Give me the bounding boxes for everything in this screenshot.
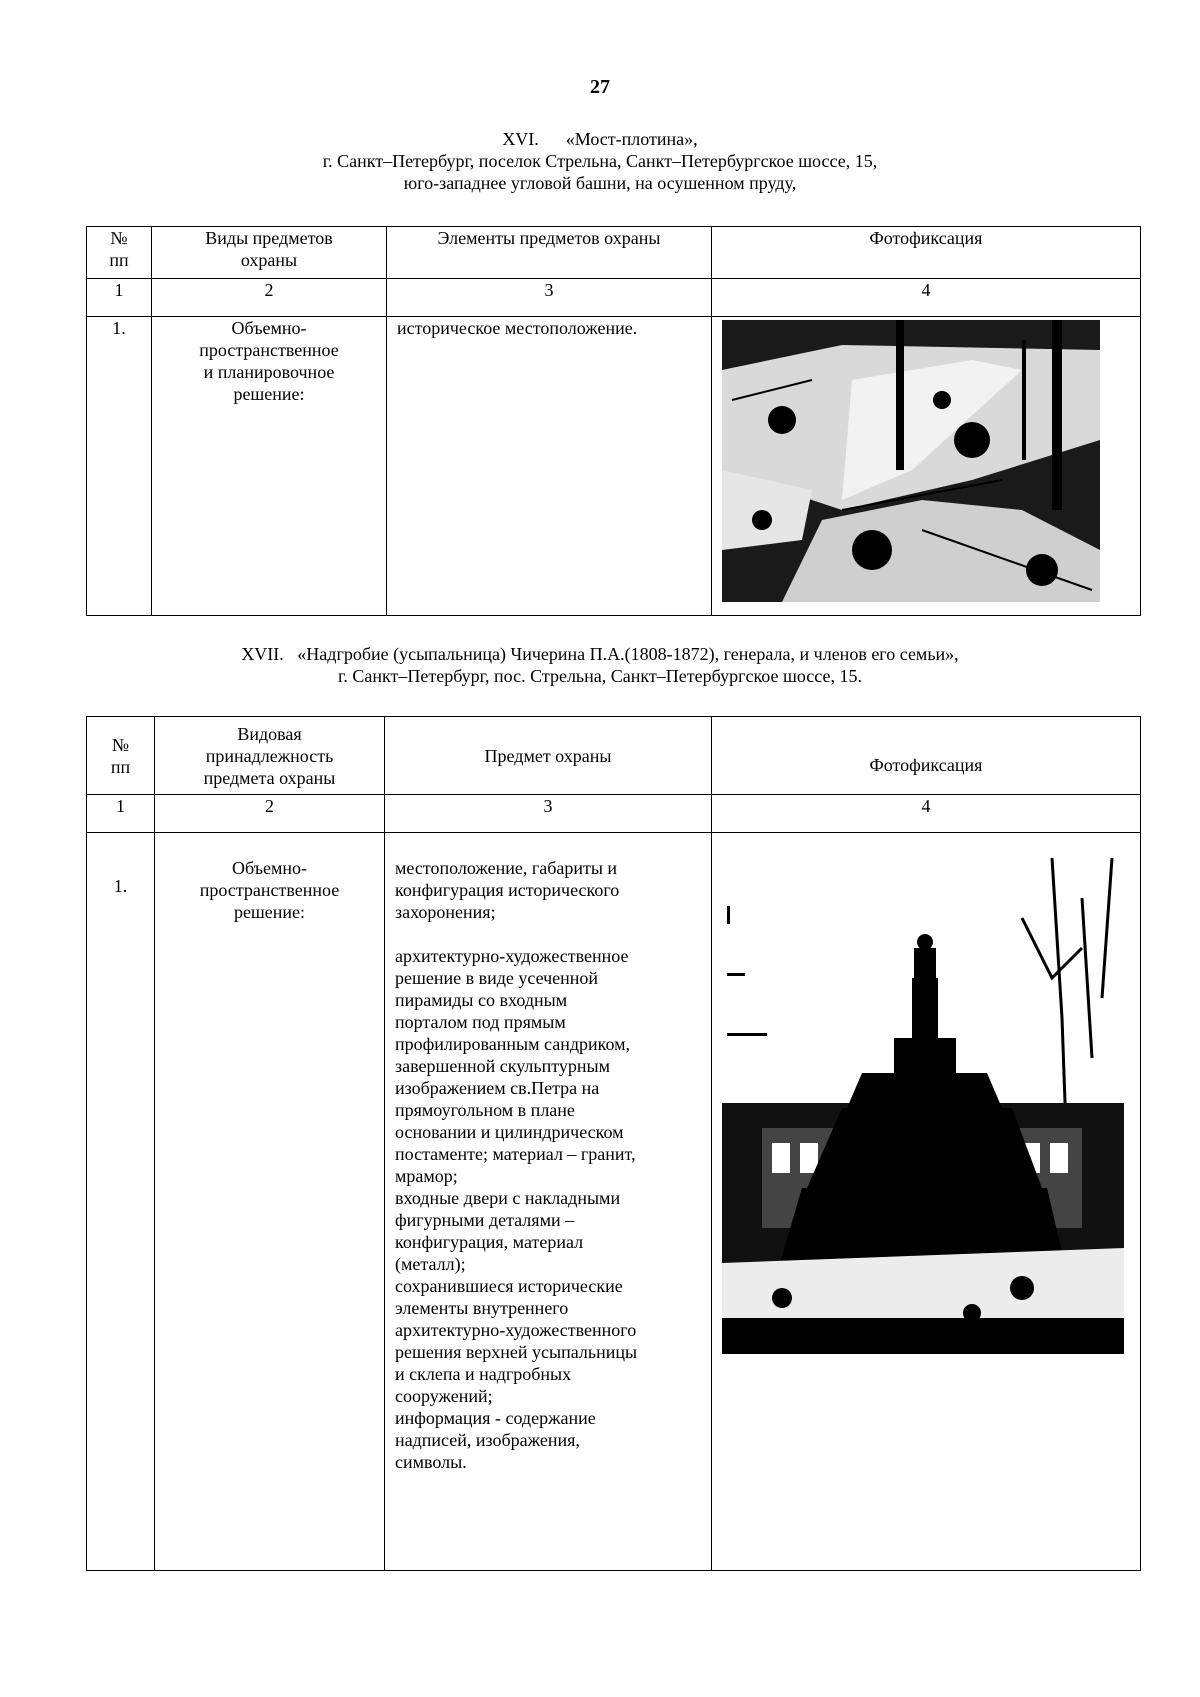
row-number: 1. xyxy=(87,317,152,616)
section-xvii-heading xyxy=(0,643,1200,687)
column-number: 2 xyxy=(152,279,387,317)
header-types: Виды предметов охраны xyxy=(152,227,387,279)
header-photo: Фотофиксация xyxy=(712,717,1141,795)
header-photo: Фотофиксация xyxy=(712,227,1141,279)
column-number: 2 xyxy=(155,795,385,833)
header-kind: Видовая принадлежность предмета охраны xyxy=(155,717,385,795)
column-number: 4 xyxy=(712,279,1141,317)
header-elements: Элементы предметов охраны xyxy=(387,227,712,279)
header-number: № пп xyxy=(87,227,152,279)
page-number: 27 xyxy=(590,76,610,98)
row-number: 1. xyxy=(87,833,155,1571)
section-xvii-title: XVII. «Надгробие (усыпальница) Чичерина П.А.(1808-1872), генерала, и членов его семьи», xyxy=(241,644,959,664)
dam-photo xyxy=(722,320,1100,602)
protection-elements: историческое местоположение. xyxy=(387,317,712,616)
column-number: 1 xyxy=(87,795,155,833)
section-xvi-title: XVI. «Мост-плотина», xyxy=(502,129,698,149)
section-xvi-address: г. Санкт–Петербург, поселок Стрельна, Санкт–Петербургское шоссе, 15, xyxy=(322,151,878,171)
section-xvii-address: г. Санкт–Петербург, пос. Стрельна, Санкт–Петербургское шоссе, 15. xyxy=(338,666,862,686)
protection-subject: местоположение, габариты и конфигурация исторического захоронения; архитектурно-художественное решение в виде усеченной пирамиды со входным порталом под прямым профилированным сандриком, завершенной скульптурным изображением св.Петра на прямоугольном в плане основании и цилиндрическом постаменте; материал – гранит, мрамор; входные двери с накладными фигурными деталями – конфигурация, материал (металл); сохранившиеся исторические элементы внутреннего архитектурно-художественного решения верхней усыпальницы и склепа и надгробных сооружений; информация - содержание надписей, изображения, символы. xyxy=(385,833,712,1571)
protection-type: Объемно- пространственное и планировочное решение: xyxy=(152,317,387,616)
section-xvi-heading xyxy=(0,128,1200,194)
column-number: 3 xyxy=(387,279,712,317)
section-xvi-location: юго-западнее угловой башни, на осушенном пруду, xyxy=(403,173,797,193)
header-number: № пп xyxy=(87,717,155,795)
column-number: 1 xyxy=(87,279,152,317)
protection-kind: Объемно- пространственное решение: xyxy=(155,833,385,1571)
header-subject: Предмет охраны xyxy=(385,717,712,795)
tomb-photo xyxy=(722,858,1124,1354)
column-number: 4 xyxy=(712,795,1141,833)
column-number: 3 xyxy=(385,795,712,833)
